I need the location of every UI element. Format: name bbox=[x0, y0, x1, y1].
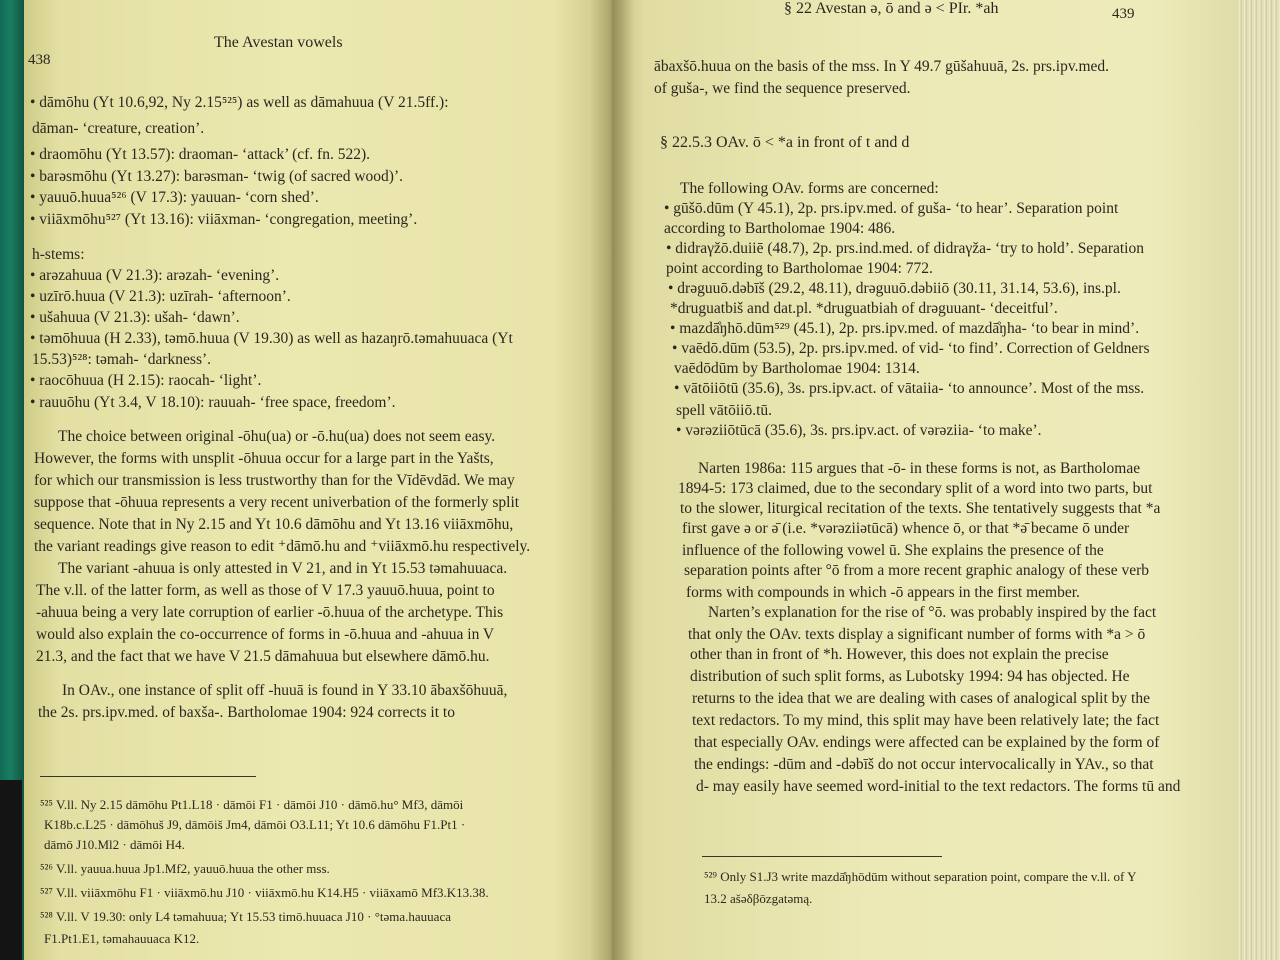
text-line: d- may easily have seemed word-initial to the text redactors. The forms tū and bbox=[696, 778, 1181, 795]
text-line: *druguatbiš and dat.pl. *druguatbiah of drəguuant- ‘deceitful’. bbox=[670, 300, 1058, 317]
left-page bbox=[24, 0, 612, 960]
footnote-line: ⁵²⁹ Only S1.J3 write mazdā̊ŋhōdūm without separation point, compare the v.ll. of Y bbox=[704, 869, 1137, 884]
text-line: • uzīrō.huua (V 21.3): uzīrah- ‘afternoon’. bbox=[30, 288, 291, 305]
text-line: Narten’s explanation for the rise of °ō. was probably inspired by the fact bbox=[708, 604, 1157, 621]
text-line: Narten 1986a: 115 argues that -ō- in these forms is not, as Bartholomae bbox=[698, 460, 1141, 477]
text-line: 1894-5: 173 claimed, due to the secondary split of a word into two parts, but bbox=[678, 480, 1153, 497]
text-line: would also explain the co-occurrence of forms in -ō.huua and -ahuua in V bbox=[36, 626, 495, 643]
text-line: first gave ə or ə̄ (i.e. *vərəziiətūcā) whence ō, or that *ə̄ became ō under bbox=[682, 520, 1130, 537]
text-line: ābaxšō.huua on the basis of the mss. In Y 49.7 gūšahuuā, 2s. prs.ipv.med. bbox=[654, 58, 1110, 75]
text-line: • viiāxmōhu⁵²⁷ (Yt 13.16): viiāxman- ‘congregation, meeting’. bbox=[30, 211, 418, 228]
right-page bbox=[612, 0, 1250, 960]
footnote-line: ⁵²⁸ V.ll. V 19.30: only L4 təmahuua; Yt 15.53 timō.huuaca J10 · °təma.hauuaca bbox=[40, 909, 451, 924]
text-line: • rauuōhu (Yt 3.4, V 18.10): rauuah- ‘free space, freedom’. bbox=[30, 394, 396, 411]
text-line: the 2s. prs.ipv.med. of baxša-. Bartholomae 1904: 924 corrects it to bbox=[38, 704, 455, 721]
text-line: distribution of such split forms, as Lubotsky 1994: 94 has objected. He bbox=[690, 668, 1130, 685]
text-line: • yauuō.huua⁵²⁶ (V 17.3): yauuan- ‘corn shed’. bbox=[30, 189, 319, 206]
page-number: 439 bbox=[1112, 6, 1135, 22]
text-line: • barəsmōhu (Yt 13.27): barəsman- ‘twig (of sacred wood)’. bbox=[30, 168, 404, 185]
page-edges bbox=[1238, 0, 1280, 960]
text-line: • ušahuua (V 21.3): ušah- ‘dawn’. bbox=[30, 309, 240, 326]
text-line: The choice between original -ōhu(ua) or -ō.hu(ua) does not seem easy. bbox=[58, 428, 496, 445]
section-heading: § 22.5.3 OAv. ō < *a in front of t and d bbox=[660, 134, 910, 151]
text-line: for which our transmission is less trustworthy than for the Vīdēvdād. We may bbox=[34, 472, 515, 489]
footnote-line: dāmō J10.Ml2 · dāmōi H4. bbox=[44, 837, 185, 852]
text-line: that only the OAv. texts display a significant number of forms with *a > ō bbox=[688, 626, 1146, 643]
text-line: • təmōhuua (H 2.33), təmō.huua (V 19.30) as well as hazaŋrō.təmahuuaca (Yt bbox=[30, 330, 513, 347]
text-line: point according to Bartholomae 1904: 772. bbox=[666, 260, 933, 277]
text-line: forms with compounds in which -ō appears in the first member. bbox=[686, 584, 1080, 601]
text-line: However, the forms with unsplit -ōhuua occur for a large part in the Yašts, bbox=[34, 450, 494, 467]
text-line: • draomōhu (Yt 13.57): draoman- ‘attack’ (cf. fn. 522). bbox=[30, 146, 370, 163]
text-line: the endings: -dūm and -dəbīš do not occur intervocalically in YAv., so that bbox=[694, 756, 1154, 773]
text-line: In OAv., one instance of split off -huuā is found in Y 33.10 ābaxšōhuuā, bbox=[62, 682, 508, 699]
text-line: according to Bartholomae 1904: 486. bbox=[664, 220, 896, 237]
text-line: • didraγžō.duiiē (48.7), 2p. prs.ind.med. of didraγža- ‘try to hold’. Separation bbox=[666, 240, 1144, 257]
text-line: • arəzahuua (V 21.3): arəzah- ‘evening’. bbox=[30, 267, 280, 284]
text-line: • dāmōhu (Yt 10.6,92, Ny 2.15⁵²⁵) as well as dāmahuua (V 21.5ff.): bbox=[30, 94, 449, 111]
text-line: The v.ll. of the latter form, as well as those of V 17.3 yauuō.huua, point to bbox=[36, 582, 495, 599]
text-line: suppose that -ōhuua represents a very recent univerbation of the formerly split bbox=[34, 494, 520, 511]
footnote-rule bbox=[40, 776, 256, 777]
text-line: influence of the following vowel ū. She explains the presence of the bbox=[682, 542, 1104, 559]
text-line: 15.53)⁵²⁸: təmah- ‘darkness’. bbox=[32, 351, 212, 368]
text-line: the variant readings give reason to edit ⁺dāmō.hu and ⁺viiāxmō.hu respectively. bbox=[34, 538, 531, 555]
text-line: spell vātōiiō.tū. bbox=[676, 402, 773, 419]
text-line: -ahuua being a very late corruption of earlier -ō.huua of the archetype. This bbox=[36, 604, 504, 621]
running-head: The Avestan vowels bbox=[214, 34, 343, 51]
running-head: § 22 Avestan ə, ō and ə < PIr. *ah bbox=[784, 0, 999, 17]
text-line: separation points after °ō from a more recent graphic analogy of these verb bbox=[684, 562, 1149, 579]
text-line: text redactors. To my mind, this split may have been relatively late; the fact bbox=[692, 712, 1160, 729]
text-line: • vərəziiōtūcā (35.6), 3s. prs.ipv.act. of vərəziia- ‘to make’. bbox=[676, 422, 1042, 439]
text-line: The variant -ahuua is only attested in V 21, and in Yt 15.53 təmahuuaca. bbox=[58, 560, 508, 577]
text-line: to the slower, liturgical recitation of the texts. She tentatively suggests that *a bbox=[680, 500, 1161, 517]
footnote-rule bbox=[702, 856, 942, 857]
text-line: The following OAv. forms are concerned: bbox=[680, 180, 939, 197]
text-line: dāman- ‘creature, creation’. bbox=[32, 120, 205, 137]
book-cover-dark bbox=[0, 780, 22, 960]
text-line: h-stems: bbox=[32, 246, 85, 263]
text-line: that especially OAv. endings were affected can be explained by the form of bbox=[694, 734, 1160, 751]
footnote-line: ⁵²⁶ V.ll. yauua.huua Jp1.Mf2, yauuō.huua the other mss. bbox=[40, 861, 330, 876]
text-line: other than in front of *h. However, this does not explain the precise bbox=[690, 646, 1109, 663]
text-line: • vaēdō.dūm (53.5), 2p. prs.ipv.med. of vid- ‘to find’. Correction of Geldners bbox=[672, 340, 1150, 357]
footnote-line: ⁵²⁵ V.ll. Ny 2.15 dāmōhu Pt1.L18 · dāmōi F1 · dāmōi J10 · dāmō.hu° Mf3, dāmōi bbox=[40, 797, 464, 812]
text-line: 21.3, and the fact that we have V 21.5 dāmahuua but elsewhere dāmō.hu. bbox=[36, 648, 490, 665]
text-line: • mazdā̊ŋhō.dūm⁵²⁹ (45.1), 2p. prs.ipv.med. of mazdā̊ŋha- ‘to bear in mind’. bbox=[670, 320, 1140, 337]
text-line: sequence. Note that in Ny 2.15 and Yt 10.6 dāmōhu and Yt 13.16 viiāxmōhu, bbox=[34, 516, 514, 533]
text-line: • gūšō.dūm (Y 45.1), 2p. prs.ipv.med. of guša- ‘to hear’. Separation point bbox=[664, 200, 1119, 217]
footnote-line: ⁵²⁷ V.ll. viiāxmōhu F1 · viiāxmō.hu J10 · viiāxmō.hu K14.H5 · viiāxamō Mf3.K13.38. bbox=[40, 885, 489, 900]
footnote-line: 13.2 ašəδβōzgatəmą. bbox=[704, 891, 813, 906]
text-line: • vātōiiōtū (35.6), 3s. prs.ipv.act. of vātaiia- ‘to announce’. Most of the mss. bbox=[674, 380, 1145, 397]
footnote-line: K18b.c.L25 · dāmōhuš J9, dāmōiš Jm4, dāmōi O3.L11; Yt 10.6 dāmōhu F1.Pt1 · bbox=[44, 817, 466, 832]
page-number: 438 bbox=[28, 52, 51, 68]
text-line: returns to the idea that we are dealing with cases of analogical split by the bbox=[692, 690, 1150, 707]
text-line: • raocōhuua (H 2.15): raocah- ‘light’. bbox=[30, 372, 262, 389]
text-line: • drəguuō.dəbīš (29.2, 48.11), drəguuō.dəbiiō (30.11, 31.14, 53.6), ins.pl. bbox=[668, 280, 1121, 297]
text-line: vaēdōdūm by Bartholomae 1904: 1314. bbox=[674, 360, 920, 377]
text-line: of guša-, we find the sequence preserved. bbox=[654, 80, 911, 97]
footnote-line: F1.Pt1.E1, təmahauuaca K12. bbox=[44, 931, 200, 946]
